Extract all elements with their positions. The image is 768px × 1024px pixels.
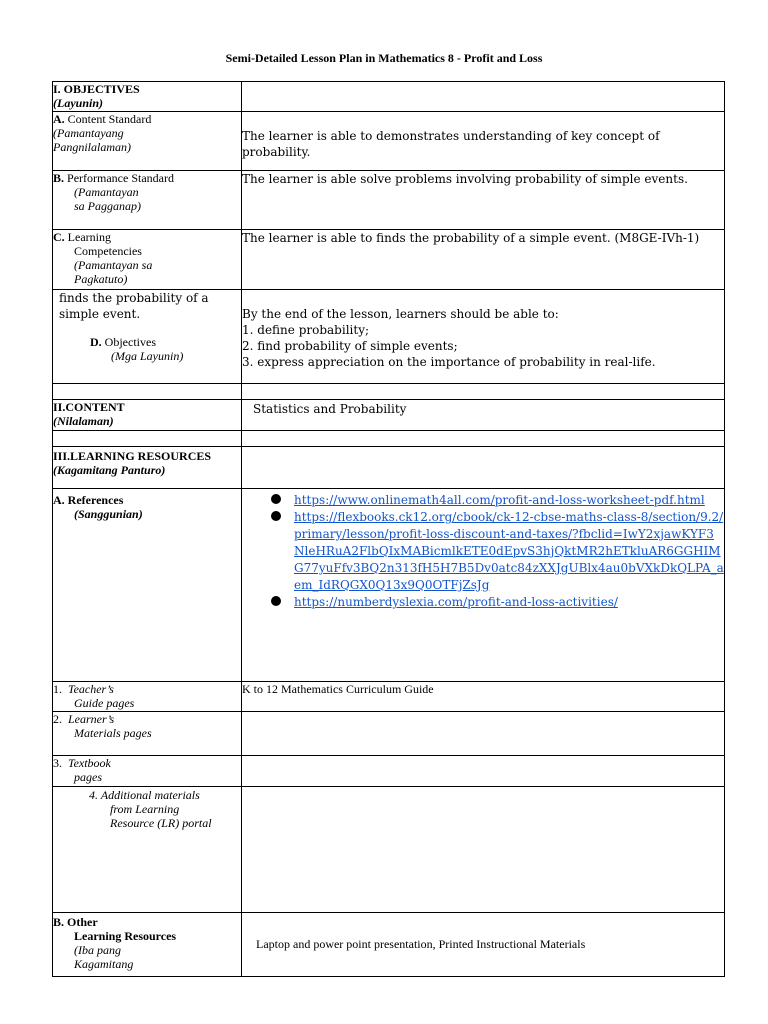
learning-competencies-row bbox=[53, 230, 725, 290]
content-standard-label: Content Standard bbox=[67, 112, 152, 126]
reference-link-2[interactable]: https://flexbooks.ck12.org/cbook/ck-12-cbse-maths-class-8/section/9.2/primary/lesson/profit-loss-discount-and-taxes/?fbclid=IwY2xjawKYF3NleHRuA2FlbQIxMABicmlkETE0dEpvS3hjQktMR2hETkluAR6GGHIMG77yuFfv3BQ2n313fH5H7B5Dv0atc84zXXJgUBlx4au0bVXkDkQLPA_aem_IdRQGX0Q13x9Q0OTFjZsJg bbox=[294, 510, 724, 592]
objectives-heading: I. OBJECTIVES bbox=[53, 82, 140, 96]
objectives-letter: D. bbox=[90, 335, 102, 349]
additional-materials-value bbox=[242, 787, 725, 913]
references-letter: A. bbox=[53, 493, 65, 507]
references-links-cell bbox=[242, 489, 725, 682]
resources-header-row bbox=[53, 447, 725, 489]
learning-competencies-label: Learning bbox=[67, 230, 111, 244]
content-heading-sub: (Nilalaman) bbox=[53, 414, 114, 428]
content-heading: II.CONTENT bbox=[53, 400, 125, 414]
content-standard-text: The learner is able to demonstrates understanding of key concept of probability. bbox=[242, 112, 725, 171]
additional-materials-row bbox=[53, 787, 725, 913]
objectives-item-3: 3. express appreciation on the importance of probability in real-life. bbox=[242, 355, 656, 369]
performance-standard-letter: B. bbox=[53, 171, 65, 185]
textbook-value bbox=[242, 756, 725, 787]
performance-standard-label: Performance Standard bbox=[67, 171, 174, 185]
other-resources-label2: Learning Resources bbox=[74, 929, 177, 943]
resources-heading-cell bbox=[53, 447, 242, 489]
textbook-label2: pages bbox=[74, 770, 102, 784]
objectives-heading-value bbox=[242, 82, 725, 112]
content-text: Statistics and Probability bbox=[242, 400, 725, 431]
other-resources-row bbox=[53, 913, 725, 977]
content-standard-row bbox=[53, 112, 725, 171]
bullet-icon bbox=[271, 494, 281, 504]
other-resources-label-cell bbox=[53, 913, 242, 977]
textbook-label1: Textbook bbox=[68, 756, 111, 770]
learning-competencies-label-cell bbox=[53, 230, 242, 290]
other-resources-label1: B. Other bbox=[53, 915, 98, 929]
objectives-item-2: 2. find probability of simple events; bbox=[242, 339, 458, 353]
learning-competencies-letter: C. bbox=[53, 230, 65, 244]
objectives-sub1: (Mga Layunin) bbox=[111, 349, 184, 363]
content-standard-label-cell bbox=[53, 112, 242, 171]
bullet-icon bbox=[271, 511, 281, 521]
additional-materials-label1: 4. Additional materials bbox=[89, 788, 200, 802]
learners-materials-label1: Learner’s bbox=[68, 712, 115, 726]
teachers-guide-label1: Teacher’s bbox=[68, 682, 114, 696]
additional-materials-label-cell bbox=[53, 787, 242, 913]
content-standard-sub2: Pangnilalaman) bbox=[53, 140, 131, 154]
learning-competencies-sub2: Pagkatuto) bbox=[74, 272, 128, 286]
references-list bbox=[242, 489, 724, 611]
objectives-overflow-text: finds the probability of a simple event. bbox=[59, 291, 209, 321]
resources-heading: III.LEARNING RESOURCES bbox=[53, 449, 212, 463]
content-standard-letter: A. bbox=[53, 112, 65, 126]
performance-standard-row bbox=[53, 171, 725, 230]
teachers-guide-num: 1. bbox=[53, 682, 62, 696]
objectives-item-1: 1. define probability; bbox=[242, 323, 370, 337]
additional-materials-label3: Resource (LR) portal bbox=[110, 816, 212, 830]
performance-standard-text: The learner is able solve problems involving probability of simple events. bbox=[242, 171, 725, 230]
reference-item bbox=[268, 492, 724, 509]
objectives-header-row bbox=[53, 82, 725, 112]
references-sub1: (Sanggunian) bbox=[74, 507, 143, 521]
additional-materials-label2: from Learning bbox=[110, 802, 180, 816]
teachers-guide-row bbox=[53, 682, 725, 712]
resources-heading-value bbox=[242, 447, 725, 489]
learners-materials-label2: Materials pages bbox=[74, 726, 152, 740]
content-row bbox=[53, 400, 725, 431]
bullet-icon bbox=[271, 596, 281, 606]
spacer-row-1 bbox=[53, 384, 725, 400]
references-row bbox=[53, 489, 725, 682]
references-label-cell bbox=[53, 489, 242, 682]
objectives-row bbox=[53, 290, 725, 384]
textbook-row bbox=[53, 756, 725, 787]
performance-standard-sub2: sa Pagganap) bbox=[74, 199, 141, 213]
learning-competencies-label2: Competencies bbox=[74, 244, 142, 258]
reference-link-3[interactable]: https://numberdyslexia.com/profit-and-loss-activities/ bbox=[294, 595, 618, 609]
content-heading-cell bbox=[53, 400, 242, 431]
resources-heading-sub: (Kagamitang Panturo) bbox=[53, 463, 166, 477]
objectives-intro: By the end of the lesson, learners should be able to: bbox=[242, 307, 559, 321]
objectives-text-cell bbox=[242, 290, 725, 384]
reference-item bbox=[268, 509, 724, 594]
other-resources-sub2: Kagamitang bbox=[74, 957, 134, 971]
learners-materials-value bbox=[242, 712, 725, 756]
learning-competencies-text: The learner is able to finds the probability of a simple event. (M8GE-IVh-1) bbox=[242, 230, 725, 290]
objectives-label-cell bbox=[53, 290, 242, 384]
objectives-label: Objectives bbox=[104, 335, 156, 349]
teachers-guide-label-cell bbox=[53, 682, 242, 712]
objectives-heading-sub: (Layunin) bbox=[53, 96, 104, 110]
spacer-row-2 bbox=[53, 431, 725, 447]
textbook-label-cell bbox=[53, 756, 242, 787]
learners-materials-num: 2. bbox=[53, 712, 62, 726]
reference-item bbox=[268, 594, 724, 611]
other-resources-sub1: (Iba pang bbox=[74, 943, 121, 957]
performance-standard-sub1: (Pamantayan bbox=[74, 185, 139, 199]
performance-standard-label-cell bbox=[53, 171, 242, 230]
references-label: References bbox=[67, 493, 124, 507]
learners-materials-row bbox=[53, 712, 725, 756]
lesson-plan-table bbox=[52, 81, 725, 977]
document-title: Semi-Detailed Lesson Plan in Mathematics 8 - Profit and Loss bbox=[225, 51, 543, 65]
content-standard-sub1: (Pamantayang bbox=[53, 126, 124, 140]
learners-materials-label-cell bbox=[53, 712, 242, 756]
teachers-guide-text: K to 12 Mathematics Curriculum Guide bbox=[242, 682, 725, 712]
objectives-heading-cell bbox=[53, 82, 242, 112]
learning-competencies-sub1: (Pamantayan sa bbox=[74, 258, 153, 272]
other-resources-text: Laptop and power point presentation, Printed Instructional Materials bbox=[242, 913, 725, 977]
reference-link-1[interactable]: https://www.onlinemath4all.com/profit-and-loss-worksheet-pdf.html bbox=[294, 493, 705, 507]
teachers-guide-label2: Guide pages bbox=[74, 696, 135, 710]
textbook-num: 3. bbox=[53, 756, 62, 770]
